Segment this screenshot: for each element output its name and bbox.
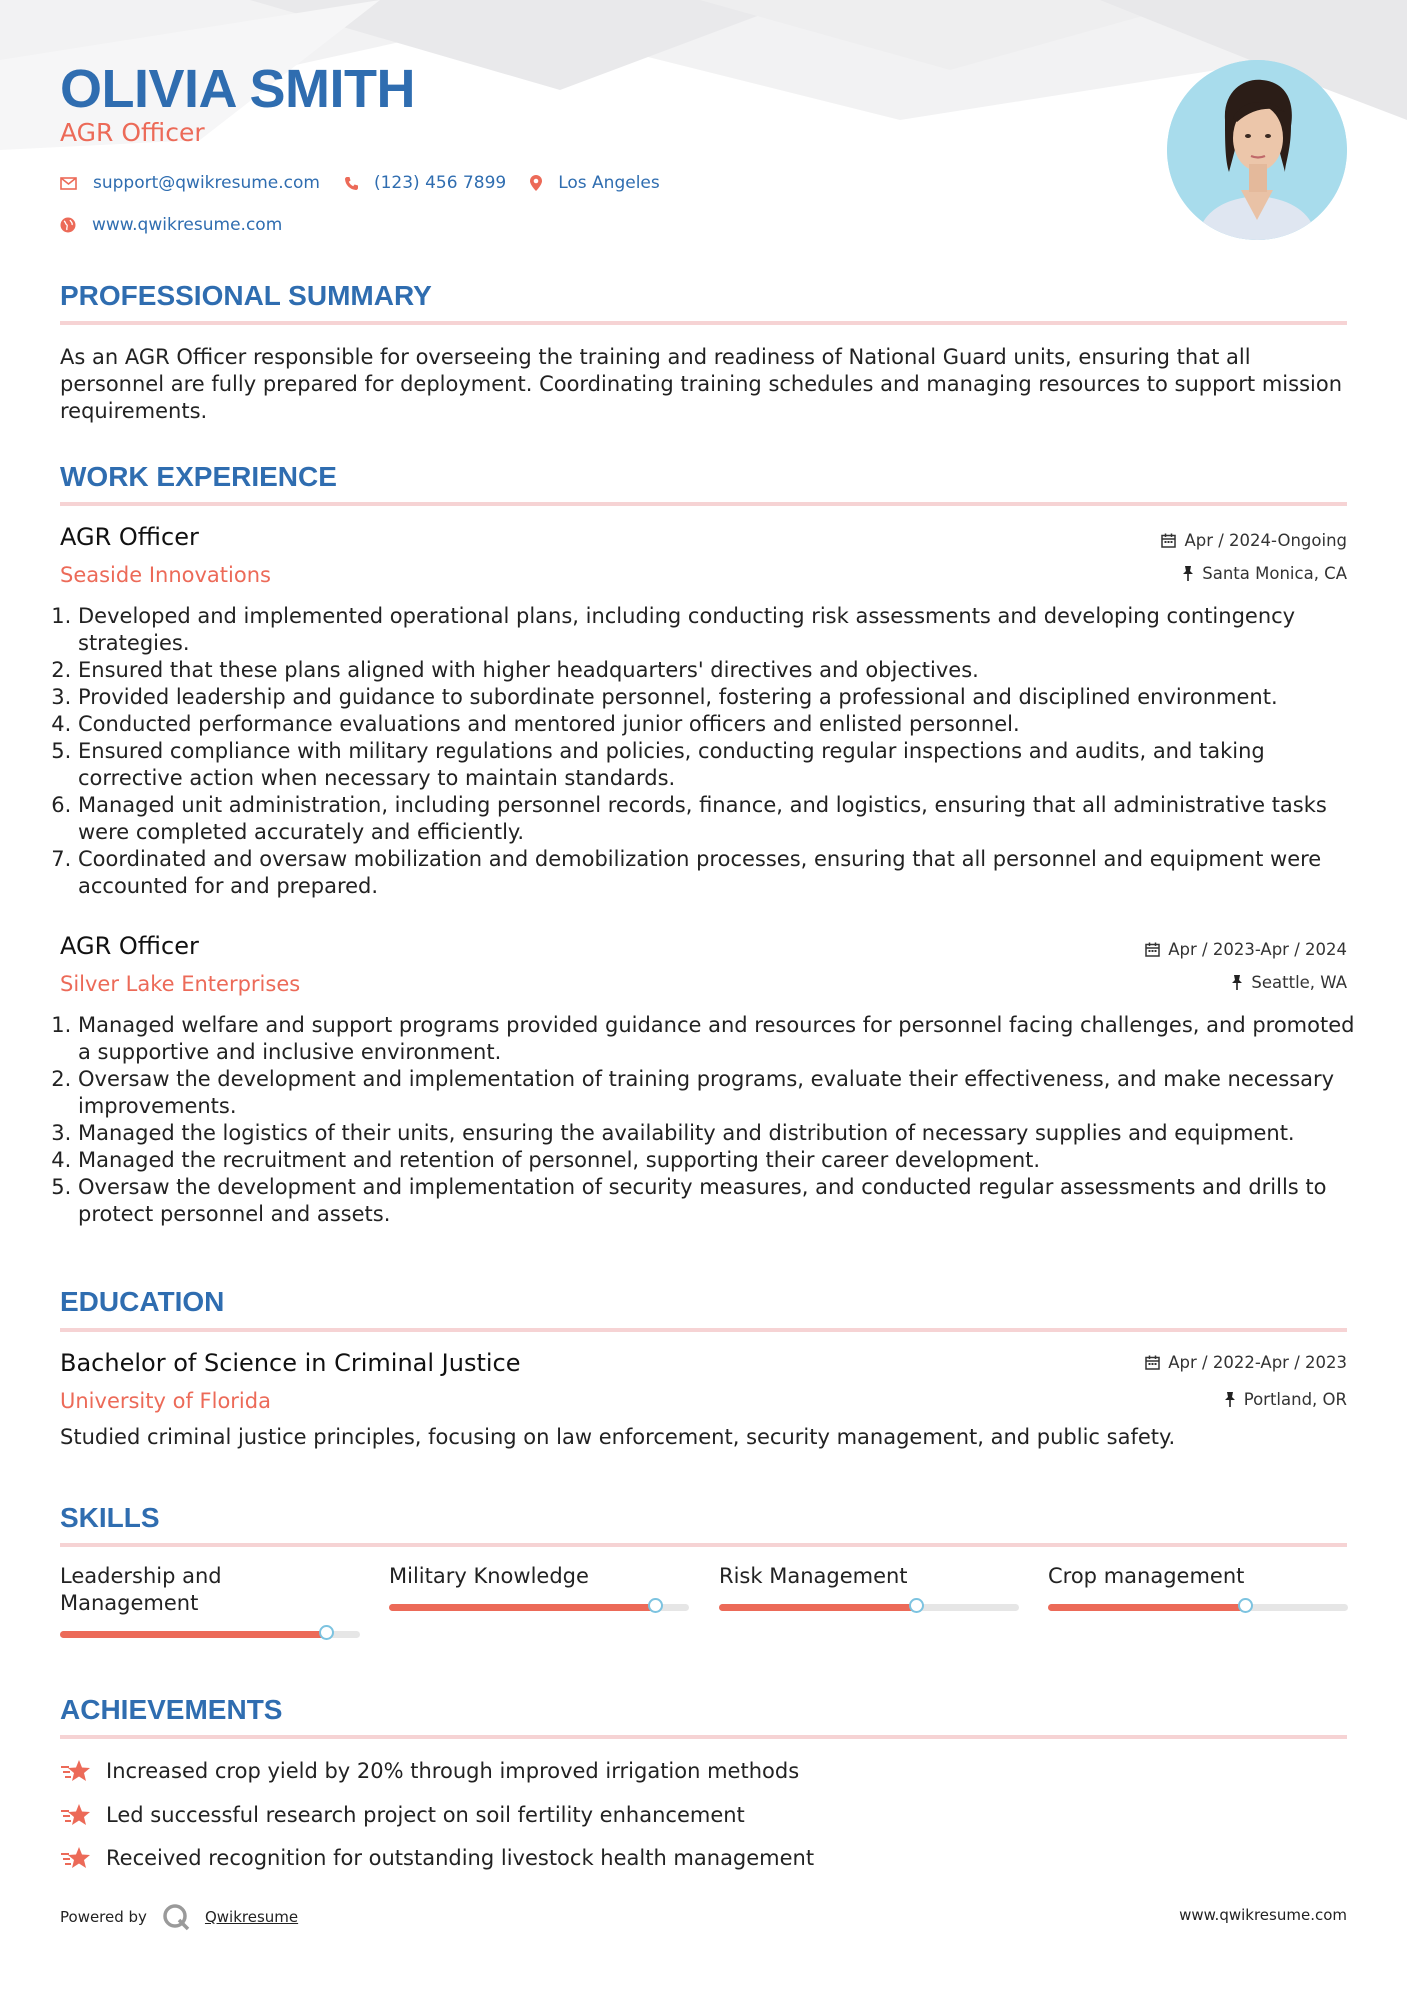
skill-track [1048,1604,1348,1611]
job-bullets [60,1012,1368,1228]
summary-heading: PROFESSIONAL SUMMARY [60,280,432,311]
skill-name: Leadership and Management [60,1564,222,1615]
achievement-text: Led successful research project on soil fertility enhancement [106,1803,745,1827]
job-location-text: Santa Monica, CA [1202,564,1347,583]
calendar-icon [1161,533,1176,548]
phone-text: (123) 456 7899 [373,173,507,193]
list-item: 3. Managed the logistics of their units, ensuring the availability and distribution of necessary supplies and equipment. [78,1120,1368,1147]
education-heading: EDUCATION [60,1286,225,1317]
achievement-text: Increased crop yield by 20% through improved irrigation methods [106,1759,800,1783]
skill-fill [1048,1604,1246,1611]
candidate-title: AGR Officer [60,118,205,147]
pushpin-icon [1231,975,1243,990]
list-item: 3. Provided leadership and guidance to subordinate personnel, fostering a professional and disciplined environment. [78,684,1368,711]
phone-icon [344,176,358,191]
education-degree: Bachelor of Science in Criminal Justice [60,1349,521,1377]
list-item: 2. Ensured that these plans aligned with higher headquarters' directives and objectives. [78,657,1368,684]
globe-icon [60,217,76,233]
envelope-icon [60,177,77,190]
shooting-star-icon [60,1846,92,1870]
contact-location [530,173,660,193]
calendar-icon [1145,1355,1160,1370]
skill-track [719,1604,1019,1611]
footer-url[interactable]: www.qwikresume.com [1179,1906,1347,1924]
footer-powered-by [60,1902,298,1932]
experience-divider [60,502,1347,506]
job-company: Silver Lake Enterprises [60,972,301,996]
job-dates-text: Apr / 2024-Ongoing [1184,531,1347,550]
education-location [1224,1390,1347,1409]
location-text: Los Angeles [558,173,660,193]
footer-brand-link[interactable]: Qwikresume [204,1908,299,1926]
job-title: AGR Officer [60,932,199,960]
avatar-portrait [1167,60,1347,240]
list-item: 4. Managed the recruitment and retention of personnel, supporting their career development. [78,1147,1368,1174]
education-location-text: Portland, OR [1243,1390,1347,1409]
education-description: Studied criminal justice principles, focusing on law enforcement, security management, and public safety. [60,1425,1176,1449]
list-item: 4. Conducted performance evaluations and mentored junior officers and enlisted personnel. [78,711,1368,738]
job-company: Seaside Innovations [60,563,271,587]
skill-fill [719,1604,917,1611]
list-item: 6. Managed unit administration, including personnel records, finance, and logistics, ensuring that all administrative tasks were completed accurately and efficiently. [78,792,1368,846]
skill-knob [319,1625,334,1640]
contact-email[interactable] [60,173,320,193]
skill-item [719,1563,1019,1611]
skills-heading: SKILLS [60,1502,160,1533]
qwikresume-logo-icon [161,1902,191,1932]
experience-heading: WORK EXPERIENCE [60,461,337,492]
job-dates [1161,531,1347,550]
skill-fill [60,1631,327,1638]
shooting-star-icon [60,1759,92,1783]
profile-photo [1167,60,1347,240]
job-bullets [60,603,1368,900]
contact-website[interactable] [60,215,282,235]
list-item: 2. Oversaw the development and implementation of training programs, evaluate their effectiveness, and make necessary improvements. [78,1066,1368,1120]
contact-row-primary [60,173,684,193]
skill-knob [648,1598,663,1613]
map-pin-icon [530,175,542,191]
candidate-name: OLIVIA SMITH [60,59,415,119]
powered-by-label: Powered by [60,1908,147,1926]
skill-track [389,1604,689,1611]
job-dates [1145,940,1347,959]
job-location [1231,973,1347,992]
education-school: University of Florida [60,1389,271,1413]
calendar-icon [1145,942,1160,957]
achievement-item [60,1846,814,1870]
skill-fill [389,1604,656,1611]
job-dates-text: Apr / 2023-Apr / 2024 [1168,940,1347,959]
skill-item [1048,1563,1348,1611]
achievement-text: Received recognition for outstanding livestock health management [106,1846,815,1870]
education-dates [1145,1353,1347,1372]
achievement-item [60,1803,745,1827]
pushpin-icon [1182,566,1194,581]
achievements-divider [60,1735,1347,1739]
job-location-text: Seattle, WA [1251,973,1347,992]
achievements-heading: ACHIEVEMENTS [60,1694,283,1725]
education-divider [60,1328,1347,1332]
skill-knob [909,1598,924,1613]
shooting-star-icon [60,1803,92,1827]
job-title: AGR Officer [60,523,199,551]
list-item: 5. Oversaw the development and implementation of security measures, and conducted regular assessments and drills to protect personnel and assets. [78,1174,1368,1228]
achievement-item [60,1759,799,1783]
skill-track [60,1631,360,1638]
skill-name: Risk Management [719,1564,908,1588]
education-dates-text: Apr / 2022-Apr / 2023 [1168,1353,1347,1372]
skill-name: Military Knowledge [389,1564,589,1588]
pushpin-icon [1224,1392,1236,1407]
contact-phone[interactable] [344,173,506,193]
job-location [1182,564,1347,583]
list-item: 1. Developed and implemented operational plans, including conducting risk assessments and developing contingency strategies. [78,603,1368,657]
list-item: 5. Ensured compliance with military regulations and policies, conducting regular inspections and audits, and taking corrective action when necessary to maintain standards. [78,738,1368,792]
skill-knob [1238,1598,1253,1613]
skills-divider [60,1543,1347,1547]
list-item: 1. Managed welfare and support programs provided guidance and resources for personnel facing challenges, and promoted a supportive and inclusive environment. [78,1012,1368,1066]
summary-divider [60,321,1347,325]
summary-text: As an AGR Officer responsible for overseeing the training and readiness of National Guard units, ensuring that all personnel are fully prepared for deployment. Coordinating training schedules and managing resources to support mission requirements. [60,345,1343,423]
skill-item [389,1563,689,1611]
email-text: support@qwikresume.com [93,173,320,193]
list-item: 7. Coordinated and oversaw mobilization and demobilization processes, ensuring that all personnel and equipment were accounted for and prepared. [78,846,1368,900]
website-text: www.qwikresume.com [92,215,283,235]
contact-row-secondary [60,215,306,235]
skill-name: Crop management [1048,1564,1245,1588]
skill-item [60,1563,360,1638]
